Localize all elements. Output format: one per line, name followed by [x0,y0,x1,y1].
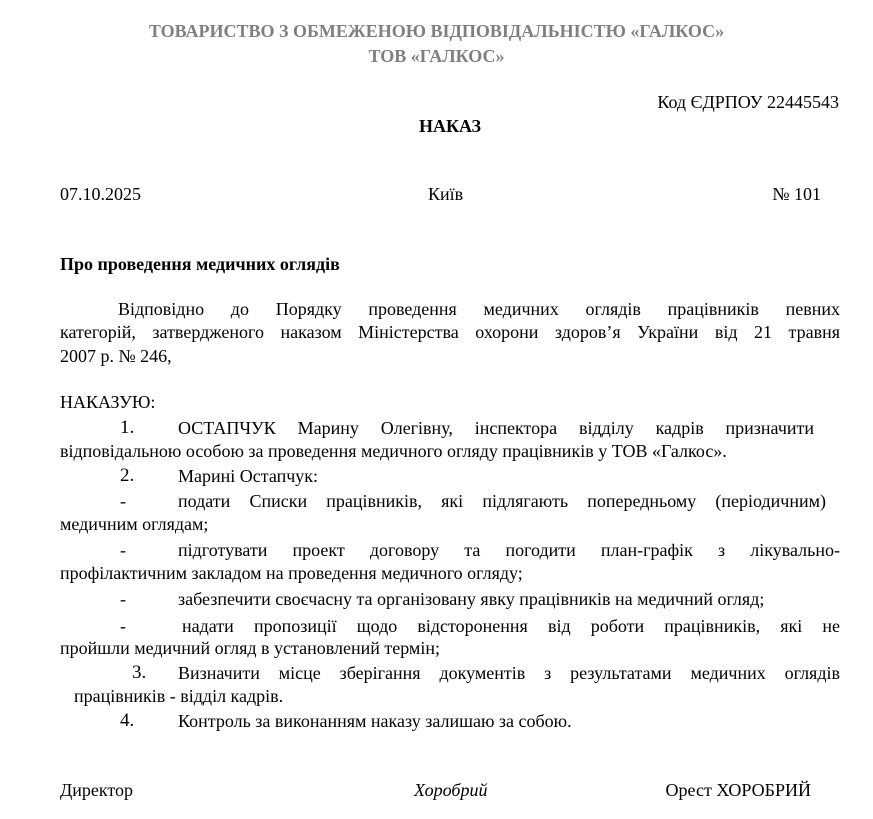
item-3-line-2: працівників - відділ кадрів. [74,686,284,706]
item-4-text: Контроль за виконанням наказу залишаю за собою. [178,711,572,731]
org-short-name: ТОВ «ГАЛКОС» [368,46,505,66]
sub-item-2-line-2: профілактичним закладом на проведення медичного огляду; [60,563,523,583]
item-4-number: 4. [120,710,135,731]
sub-item-4-line-1: надати пропозиції щодо відсторонення від роботи працівників, які не [182,616,840,636]
item-3-number: 3. [132,662,147,683]
item-1-line-2: відповідальною особою за проведення медичного огляду працівників у ТОВ «Галкос». [60,441,727,461]
item-1-line-1: ОСТАПЧУК Марину Олегівну, інспектора відділу кадрів призначити [178,418,814,438]
org-full-name: ТОВАРИСТВО З ОБМЕЖЕНОЮ ВІДПОВІДАЛЬНІСТЮ «ГАЛКОС» [148,21,725,41]
document-city: Київ [428,184,464,204]
document-type: НАКАЗ [418,116,482,136]
bullet-dash: - [120,616,126,636]
preamble-line-3: 2007 р. № 246, [60,346,172,366]
preamble-line-1: Відповідно до Порядку проведення медичних оглядів працівників певних [118,299,840,319]
signatory-name: Орест ХОРОБРИЙ [665,780,811,800]
sub-item-2-line-1: підготувати проект договору та погодити план-графік з лікувально- [178,540,840,560]
bullet-dash: - [120,589,126,609]
item-2-number: 2. [120,465,135,486]
sub-item-3: забезпечити своєчасну та організовану явку працівників на медичний огляд; [178,589,765,609]
sub-item-1-line-2: медичним оглядам; [60,514,209,534]
signatory-position: Директор [60,780,134,800]
item-2-text: Марині Остапчук: [178,466,319,486]
sub-item-4-line-2: пройшли медичний огляд в установлений термін; [60,638,440,658]
bullet-dash: - [120,491,126,511]
order-verb: НАКАЗУЮ: [60,392,156,412]
document-subject: Про проведення медичних оглядів [60,254,340,274]
bullet-dash: - [120,540,126,560]
document-number: № 101 [772,184,821,204]
handwritten-signature: Хоробрий [414,780,488,800]
item-3-line-1: Визначити місце зберігання документів з результатами медичних оглядів [178,663,840,683]
edrpou-code: Код ЄДРПОУ 22445543 [657,92,839,112]
item-1-number: 1. [120,417,135,438]
preamble-line-2: категорій, затвердженого наказом Міністерства охорони здоров’я України від 21 травня [60,322,840,342]
sub-item-1-line-1: подати Списки працівників, які підлягають попередньому (періодичним) [178,491,826,511]
document-date: 07.10.2025 [60,184,141,204]
